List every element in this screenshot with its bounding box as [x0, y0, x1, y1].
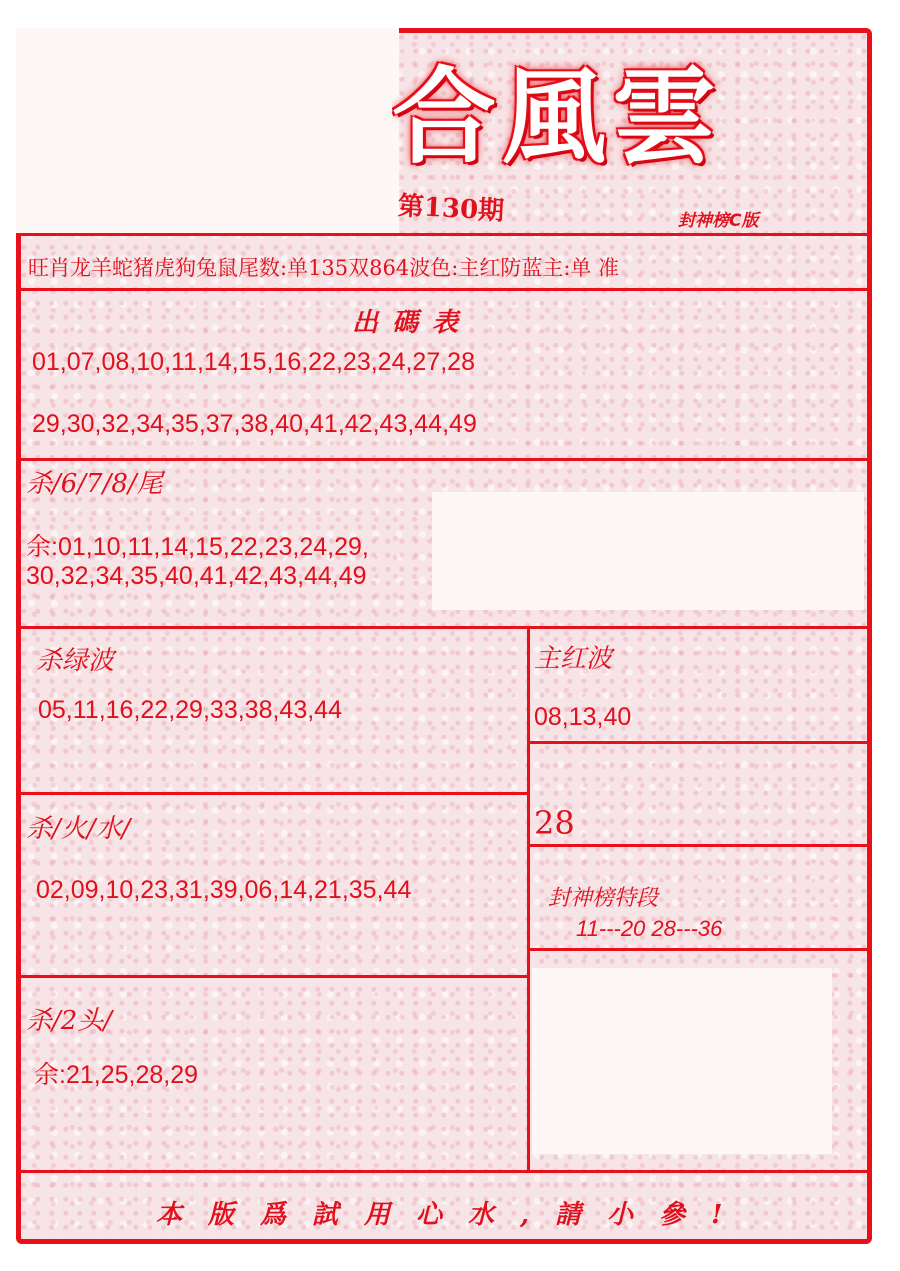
- edition-label: 封神榜C版: [678, 211, 759, 231]
- blank-box-bottom-right: [532, 968, 832, 1154]
- divider-right-1: [527, 741, 872, 744]
- main-red-heading: 主红波: [534, 644, 613, 674]
- kill-tail-line-2: 30,32,34,35,40,41,42,43,44,49: [26, 562, 367, 590]
- divider-kill-tail: [16, 626, 872, 629]
- kill-green-numbers: 05,11,16,22,29,33,38,43,44: [38, 696, 342, 724]
- kill-element-heading: 杀/火/水/: [26, 814, 131, 844]
- divider-left-1: [16, 792, 530, 795]
- draw-table-line-2: 29,30,32,34,35,37,38,40,41,42,43,44,49: [32, 410, 477, 438]
- kill-green-heading: 杀绿波: [36, 646, 115, 676]
- divider-right-2: [527, 844, 872, 847]
- kill-element-numbers: 02,09,10,23,31,39,06,14,21,35,44: [36, 876, 412, 904]
- kill-tail-heading: 杀/6/7/8/尾: [26, 469, 163, 499]
- kill-head-heading: 杀/2头/: [26, 1006, 113, 1036]
- kill-head-numbers: 余:21,25,28,29: [34, 1061, 199, 1089]
- blank-cover-area: [16, 28, 399, 233]
- divider-draw-table: [16, 458, 872, 461]
- draw-table-title: 出碼表: [352, 308, 473, 338]
- footer-note: 本版爲試用心水,請小參!: [156, 1200, 749, 1230]
- divider-column: [527, 626, 530, 1171]
- main-red-numbers: 08,13,40: [534, 703, 632, 731]
- blank-box-kill-tail: [432, 492, 864, 610]
- divider-top: [16, 233, 872, 236]
- draw-table-line-1: 01,07,08,10,11,14,15,16,22,23,24,27,28: [32, 348, 475, 376]
- single-number: 28: [534, 804, 575, 842]
- divider-left-2: [16, 975, 530, 978]
- divider-summary: [16, 288, 872, 291]
- special-range-heading: 封神榜特段: [548, 886, 659, 911]
- special-range-values: 11---20 28---36: [576, 916, 723, 941]
- summary-line: 旺肖龙羊蛇猪虎狗兔鼠尾数:单135双864波色:主红防蓝主:单 准: [28, 256, 620, 280]
- kill-tail-line-1: 余:01,10,11,14,15,22,23,24,29,: [26, 533, 369, 561]
- page-title: 合風雲: [392, 55, 723, 178]
- divider-footer: [16, 1170, 872, 1173]
- divider-right-3: [527, 948, 872, 951]
- issue-number: 第130期: [397, 191, 505, 227]
